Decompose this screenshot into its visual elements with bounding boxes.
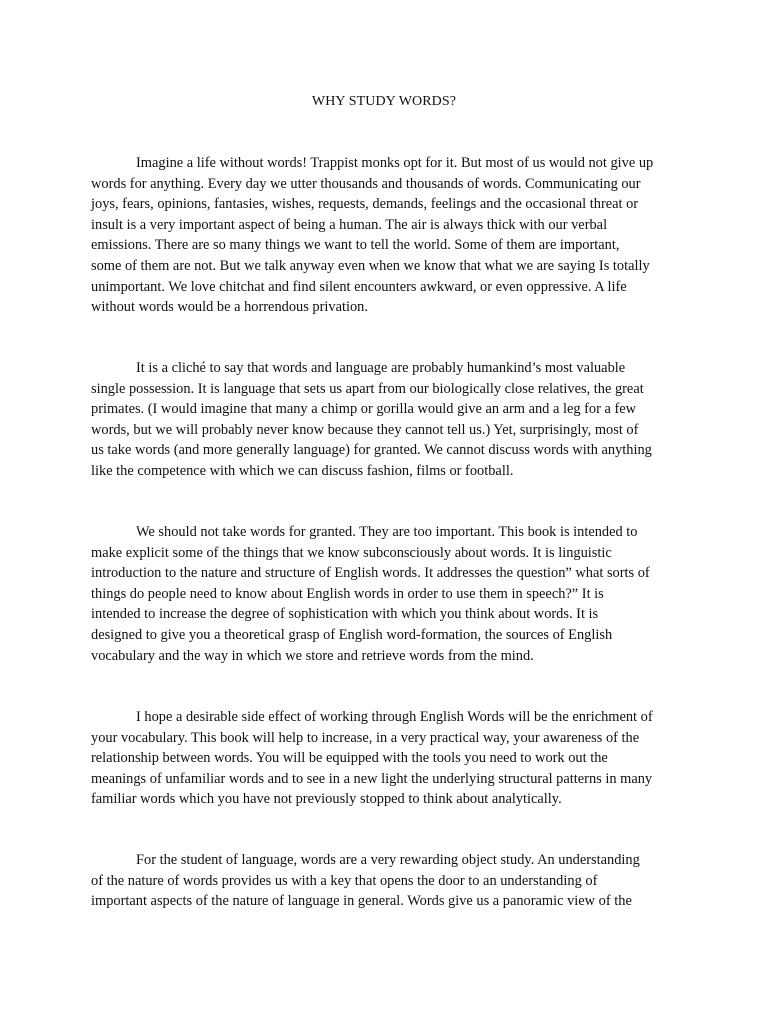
text-line: For the student of language, words are a very rewarding object study. An understanding: [136, 852, 640, 868]
text-line: things do people need to know about English words in order to use them in speech?” It is: [91, 585, 604, 602]
paragraph: [91, 522, 681, 666]
text-line: vocabulary and the way in which we store and retrieve words from the mind.: [91, 647, 534, 664]
page-title: WHY STUDY WORDS?: [311, 94, 457, 109]
text-line: words for anything. Every day we utter thousands and thousands of words. Communicating our: [91, 175, 641, 192]
text-line: meanings of unfamiliar words and to see in a new light the underlying structural patterns in many: [91, 770, 653, 787]
text-line: relationship between words. You will be equipped with the tools you need to work out the: [91, 750, 608, 767]
text-line: We should not take words for granted. They are too important. This book is intended to: [136, 524, 638, 540]
text-line: primates. (I would imagine that many a chimp or gorilla would give an arm and a leg for a few: [91, 401, 637, 418]
text-line: It is a cliché to say that words and language are probably humankind’s most valuable: [136, 360, 626, 376]
paragraph: [91, 850, 681, 912]
text-line: make explicit some of the things that we know subconsciously about words. It is linguistic: [91, 544, 612, 561]
text-line: important aspects of the nature of language in general. Words give us a panoramic view of the: [91, 893, 632, 910]
text-line: single possession. It is language that sets us apart from our biologically close relatives, the great: [91, 380, 644, 397]
text-line: emissions. There are so many things we want to tell the world. Some of them are important,: [91, 237, 620, 254]
text-line: introduction to the nature and structure of English words. It addresses the question” what sorts of: [91, 565, 650, 582]
paragraph: [91, 358, 681, 482]
paragraph: [91, 707, 681, 810]
text-line: without words would be a horrendous privation.: [91, 299, 368, 316]
text-line: joys, fears, opinions, fantasies, wishes, requests, demands, feelings and the occasional threat or: [91, 196, 639, 213]
text-line: words, but we will probably never know because they cannot tell us.) Yet, surprisingly, most of: [91, 421, 639, 438]
text-line: like the competence with which we can discuss fashion, films or football.: [91, 462, 514, 479]
text-line: designed to give you a theoretical grasp of English word-formation, the sources of English: [91, 626, 613, 643]
text-line: us take words (and more generally language) for granted. We cannot discuss words with anything: [91, 442, 652, 459]
paragraph: [91, 153, 681, 318]
text-line: familiar words which you have not previously stopped to think about analytically.: [91, 791, 562, 808]
text-line: your vocabulary. This book will help to increase, in a very practical way, your awareness of the: [91, 729, 640, 746]
text-line: some of them are not. But we talk anyway even when we know that what we are saying Is totally: [91, 257, 650, 274]
text-line: of the nature of words provides us with a key that opens the door to an understanding of: [91, 872, 598, 889]
text-line: unimportant. We love chitchat and find silent encounters awkward, or even oppressive. A life: [91, 278, 627, 295]
text-line: Imagine a life without words! Trappist monks opt for it. But most of us would not give up: [136, 155, 654, 171]
text-line: I hope a desirable side effect of working through English Words will be the enrichment of: [136, 709, 653, 725]
text-line: insult is a very important aspect of being a human. The air is always thick with our verbal: [91, 216, 608, 233]
text-line: intended to increase the degree of sophistication with which you think about words. It is: [91, 606, 599, 623]
